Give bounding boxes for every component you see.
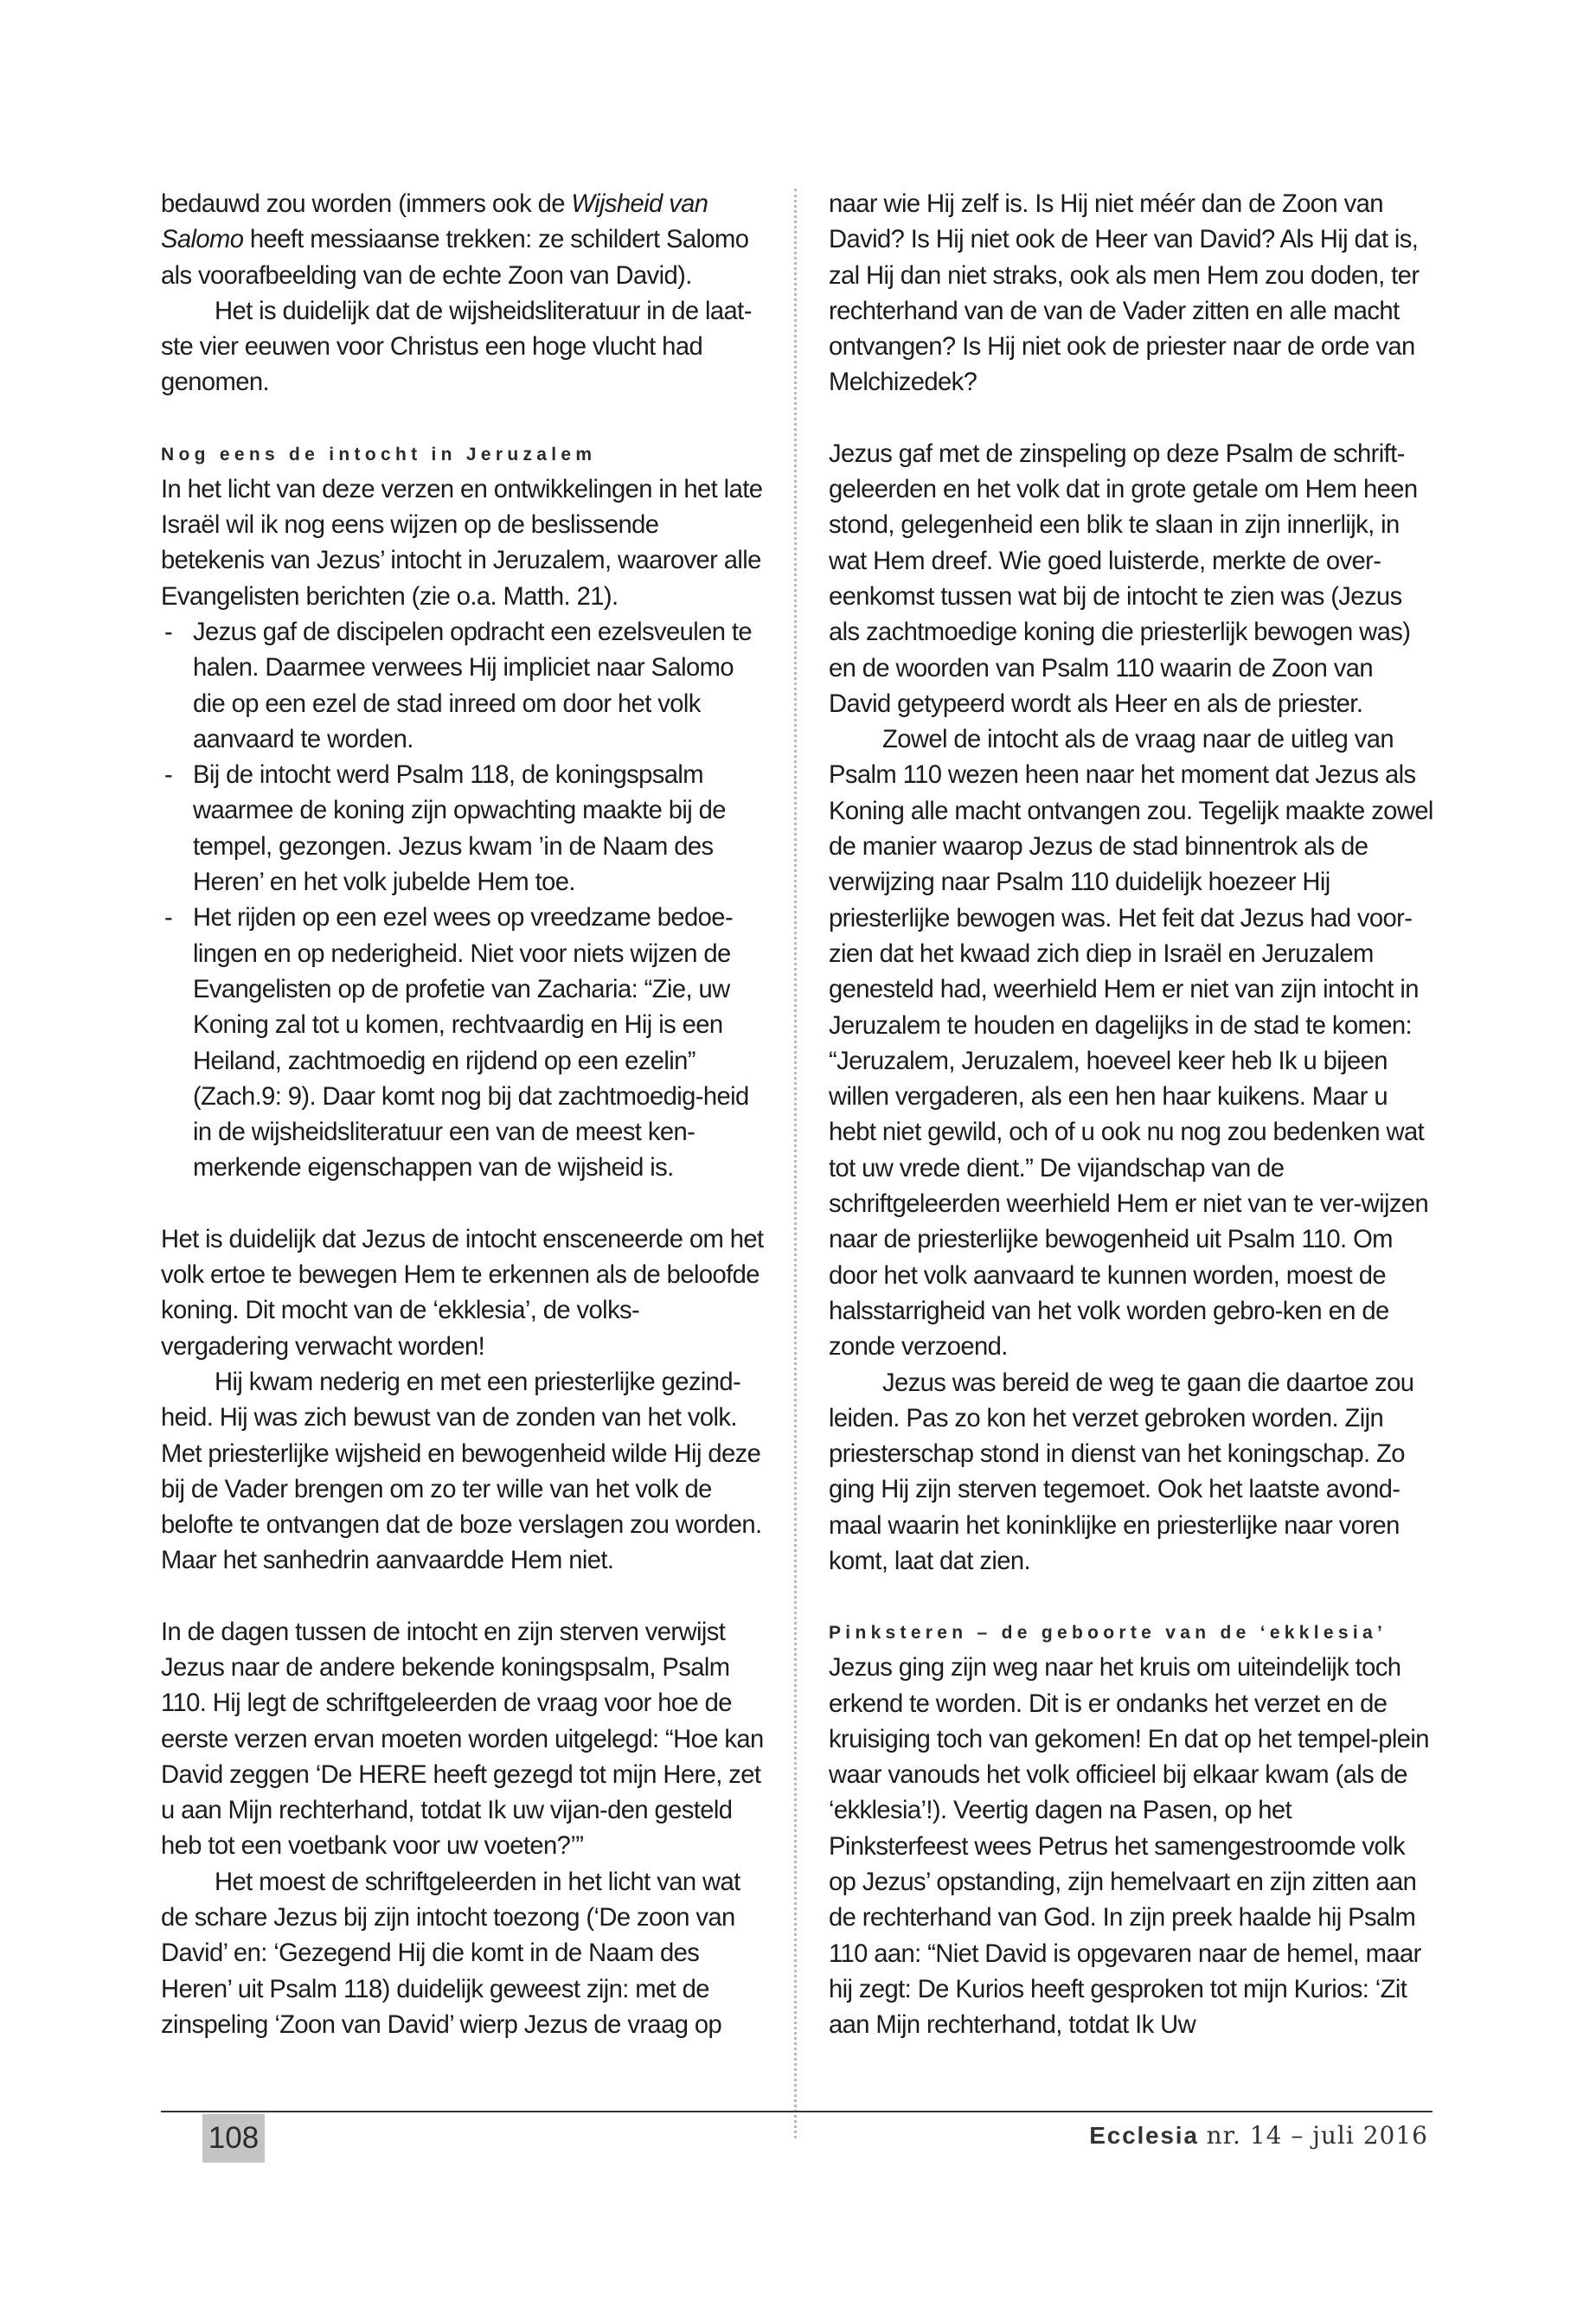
paragraph: Jezus ging zijn weg naar het kruis om uiteindelijk toch erkend te worden. Dit is er ondanks het verzet en de kruisiging toch van gekomen! En dat op het tempel-plein waar vanouds het volk officieel bij elkaar kwam (als de ‘ekklesia’!). Veertig dagen na Pasen, op het Pinksterfeest wees Petrus het samengestroomde volk op Jezus’ opstanding, zijn hemelvaart en zijn zitten aan de rechterhand van God. In zijn preek haalde hij Psalm 110 aan: “Niet David is opgevaren naar de hemel, maar hij zegt: De Kurios heeft gesproken tot mijn Kurios: ‘Zit aan Mijn rechterhand, totdat Ik Uw <box>829 1654 1429 2040</box>
list-item: - Het rijden op een ezel wees op vreedzame bedoe-lingen en op nederigheid. Niet voor niets wijzen de Evangelisten op de profetie van Zacharia: “Zie, uw Koning zal tot u komen, rechtvaardig en Hij is een Heiland, zachtmoedig en rijdend op een ezelin” (Zach.9: 9). Daar komt nog bij dat zachtmoedig-heid in de wijsheidsliteratuur een van de meest ken-merkende eigenschappen van de wijsheid is. <box>161 901 766 1186</box>
issue-date: nr. 14 – juli 2016 <box>1206 2121 1428 2150</box>
magazine-name: Ecclesia <box>1089 2122 1199 2149</box>
section-heading: Pinksteren – de geboorte van de ‘ekklesia’ <box>829 1623 1388 1644</box>
footer-rule <box>161 2111 1433 2112</box>
paragraph: In het licht van deze verzen en ontwikkelingen in het late Israël wil ik nog eens wijzen op de beslissende betekenis van Jezus’ intocht in Jeruzalem, waarover alle Evangelisten berichten (zie o.a. Matth. 21). <box>161 475 763 611</box>
paragraph: Het is duidelijk dat de wijsheidsliteratuur in de laat-ste vier eeuwen voor Christus een hoge vlucht had genomen. <box>161 297 752 397</box>
paragraph: In de dagen tussen de intocht en zijn sterven verwijst Jezus naar de andere bekende koningspsalm, Psalm 110. Hij legt de schriftgeleerden de vraag voor hoe de eerste verzen ervan moeten worden uitgelegd: “Hoe kan David zeggen ‘De HERE heeft gezegd tot mijn Here, zet u aan Mijn rechterhand, totdat Ik uw vijan-den gesteld heb tot een voetbank voor uw voeten?’” <box>161 1618 764 1861</box>
list-item: - Jezus gaf de discipelen opdracht een ezelsveulen te halen. Daarmee verwees Hij impliciet naar Salomo die op een ezel de stad inreed om door het volk aanvaard te worden. <box>161 615 766 758</box>
bullet-list <box>161 615 766 1187</box>
paragraph: Zowel de intocht als de vraag naar de uitleg van Psalm 110 wezen heen naar het moment dat Jezus als Koning alle macht ontvangen zou. Tegelijk maakte zowel de manier waarop Jezus de stad binnentrok als de verwijzing naar Psalm 110 duidelijk hoezeer Hij priesterlijke bewogen was. Het feit dat Jezus had voor-zien dat het kwaad zich diep in Israël en Jeruzalem genesteld had, weerhield Hem er niet van zijn intocht in Jeruzalem te houden en dagelijks in de stad te komen: “Jeruzalem, Jeruzalem, hoeveel keer heb Ik u bijeen willen vergaderen, als een hen haar kuikens. Maar u hebt niet gewild, och of u ook nu nog zou bedenken wat tot uw vrede dient.” De vijandschap van de schriftgeleerden weerhield Hem er niet van te ver-wijzen naar de priesterlijke bewogenheid uit Psalm 110. Om door het volk aanvaard te kunnen worden, moest de halsstarrigheid van het volk worden gebro-ken en de zonde verzoend. <box>829 726 1433 1362</box>
paragraph: naar wie Hij zelf is. Is Hij niet méér dan de Zoon van David? Is Hij niet ook de Heer van David? Als Hij dat is, zal Hij dan niet straks, ook als men Hem zou doden, ter rechterhand van de van de Vader zitten en alle macht ontvangen? Is Hij niet ook de priester naar de orde van Melchizedek? <box>829 190 1420 397</box>
column-divider <box>794 189 797 2138</box>
paragraph: Het moest de schriftgeleerden in het licht van wat de schare Jezus bij zijn intocht toezong (‘De zoon van David’ en: ‘Gezegend Hij die komt in de Naam des Heren’ uit Psalm 118) duidelijk geweest zijn: met de zinspeling ‘Zoon van David’ wierp Jezus de vraag op <box>161 1868 740 2039</box>
right-column <box>829 187 1434 2044</box>
paragraph: Jezus gaf met de zinspeling op deze Psalm de schrift-geleerden en het volk dat in grote getale om Hem heen stond, gelegenheid een blik te slaan in zijn innerlijk, in wat Hem dreef. Wie goed luisterde, merkte de over-eenkomst tussen wat bij de intocht te zien was (Jezus als zachtmoedige koning die priesterlijk bewogen was) en de woorden van Psalm 110 waarin de Zoon van David getypeerd wordt als Heer en als de priester. <box>829 439 1418 718</box>
left-column <box>161 187 766 2043</box>
paragraph: Jezus was bereid de weg te gaan die daartoe zou leiden. Pas zo kon het verzet gebroken worden. Zijn priesterschap stond in dienst van het koningschap. Zo ging Hij zijn sterven tegemoet. Ook het laatste avond-maal waarin het koninklijke en priesterlijke naar voren komt, laat dat zien. <box>829 1368 1414 1575</box>
section-heading: Nog eens de intocht in Jeruzalem <box>161 444 597 465</box>
page-number: 108 <box>202 2114 265 2163</box>
book-title: Wijsheid van Salomo <box>161 190 708 254</box>
paragraph: bedauwd zou worden (immers ook de Wijsheid van Salomo heeft messiaanse trekken: ze schildert Salomo als voorafbeelding van de echte Zoon van David). <box>161 190 749 290</box>
paragraph: Hij kwam nederig en met een priesterlijke gezind-heid. Hij was zich bewust van de zonden van het volk. Met priesterlijke wijsheid en bewogenheid wilde Hij deze bij de Vader brengen om zo ter wille van het volk de belofte te ontvangen dat de boze verslagen zou worden. Maar het sanhedrin aanvaardde Hem niet. <box>161 1368 762 1575</box>
running-footer <box>1089 2121 1428 2150</box>
paragraph: Het is duidelijk dat Jezus de intocht ensceneerde om het volk ertoe te bewegen Hem te erkennen als de beloofde koning. Dit mocht van de ‘ekklesia’, de volks-vergadering verwacht worden! <box>161 1225 764 1361</box>
list-item: - Bij de intocht werd Psalm 118, de koningspsalm waarmee de koning zijn opwachting maakte bij de tempel, gezongen. Jezus kwam ’in de Naam des Heren’ en het volk jubelde Hem toe. <box>161 758 766 901</box>
